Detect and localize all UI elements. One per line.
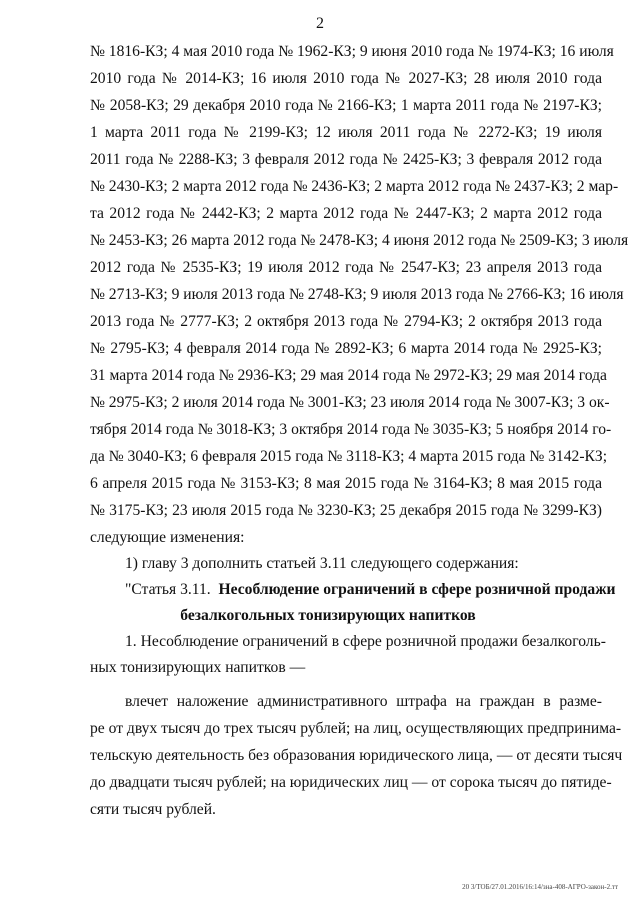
- text-line: 2012 года № 2535-КЗ; 19 июля 2012 года № 2547-КЗ; 23 апреля 2013 года: [90, 259, 602, 276]
- text-line: № 2795-КЗ; 4 февраля 2014 года № 2892-КЗ; 6 марта 2014 года № 2925-КЗ;: [90, 340, 602, 357]
- text-line: следующие изменения:: [90, 529, 245, 546]
- text-line: 2011 года № 2288-КЗ; 3 февраля 2012 года № 2425-КЗ; 3 февраля 2012 года: [90, 151, 602, 168]
- penalty-line: влечет наложение административного штрафа на граждан в разме-: [125, 693, 602, 710]
- text-line: тября 2014 года № 3018-КЗ; 3 октября 2014 года № 3035-КЗ; 5 ноября 2014 го-: [90, 421, 612, 438]
- penalty-line: ре от двух тысяч до трех тысяч рублей; на лиц, осуществляющих предпринима-: [90, 720, 622, 737]
- text-line: № 2430-КЗ; 2 марта 2012 года № 2436-КЗ; 2 марта 2012 года № 2437-КЗ; 2 мар-: [90, 178, 619, 195]
- text-line: 2010 года № 2014-КЗ; 16 июля 2010 года № 2027-КЗ; 28 июля 2010 года: [90, 70, 602, 87]
- page-number: 2: [316, 15, 324, 32]
- text-line: 1 марта 2011 года № 2199-КЗ; 12 июля 2011 года № 2272-КЗ; 19 июля: [90, 124, 602, 141]
- penalty-line: до двадцати тысяч рублей; на юридических лиц — от сорока тысяч до пятиде-: [90, 774, 612, 791]
- clause-1-line: 1. Несоблюдение ограничений в сфере розничной продажи безалкоголь-: [125, 633, 606, 650]
- text-line: № 3175-КЗ; 23 июля 2015 года № 3230-КЗ; 25 декабря 2015 года № 3299-КЗ): [90, 502, 602, 519]
- text-line: да № 3040-КЗ; 6 февраля 2015 года № 3118-КЗ; 4 марта 2015 года № 3142-КЗ;: [90, 448, 608, 465]
- text-line: № 2975-КЗ; 2 июля 2014 года № 3001-КЗ; 23 июля 2014 года № 3007-КЗ; 3 ок-: [90, 394, 610, 411]
- penalty-line: тельскую деятельность без образования юридического лица, — от десяти тысяч: [90, 747, 623, 764]
- penalty-line: сяти тысяч рублей.: [90, 801, 216, 818]
- clause-1-line: ных тонизирующих напитков —: [90, 659, 306, 676]
- article-number: "Статья 3.11.: [125, 581, 211, 598]
- text-line: № 2058-КЗ; 29 декабря 2010 года № 2166-КЗ; 1 марта 2011 года № 2197-КЗ;: [90, 97, 602, 114]
- article-heading: [125, 577, 616, 603]
- text-line: 31 марта 2014 года № 2936-КЗ; 29 мая 2014 года № 2972-КЗ; 29 мая 2014 года: [90, 367, 607, 384]
- text-line: № 1816-КЗ; 4 мая 2010 года № 1962-КЗ; 9 июня 2010 года № 1974-КЗ; 16 июля: [90, 43, 614, 60]
- text-line: № 2713-КЗ; 9 июля 2013 года № 2748-КЗ; 9 июля 2013 года № 2766-КЗ; 16 июля: [90, 286, 624, 303]
- item-1: 1) главу 3 дополнить статьей 3.11 следующего содержания:: [125, 555, 519, 572]
- article-title-line2: безалкогольных тонизирующих напитков: [180, 607, 476, 624]
- article-title-line1: Несоблюдение ограничений в сфере розничной продажи: [218, 581, 616, 598]
- text-line: та 2012 года № 2442-КЗ; 2 марта 2012 года № 2447-КЗ; 2 марта 2012 года: [90, 205, 602, 222]
- document-footer-code: 20 3/ТОБ/27.01.2016/16:14/зна-408-АГРО-закон-2.тт: [462, 883, 618, 891]
- text-line: № 2453-КЗ; 26 марта 2012 года № 2478-КЗ; 4 июня 2012 года № 2509-КЗ; 3 июля: [90, 232, 629, 249]
- text-line: 6 апреля 2015 года № 3153-КЗ; 8 мая 2015 года № 3164-КЗ; 8 мая 2015 года: [90, 475, 602, 492]
- article-title-line2-wrap: [52, 603, 564, 629]
- text-line: 2013 года № 2777-КЗ; 2 октября 2013 года № 2794-КЗ; 2 октября 2013 года: [90, 313, 602, 330]
